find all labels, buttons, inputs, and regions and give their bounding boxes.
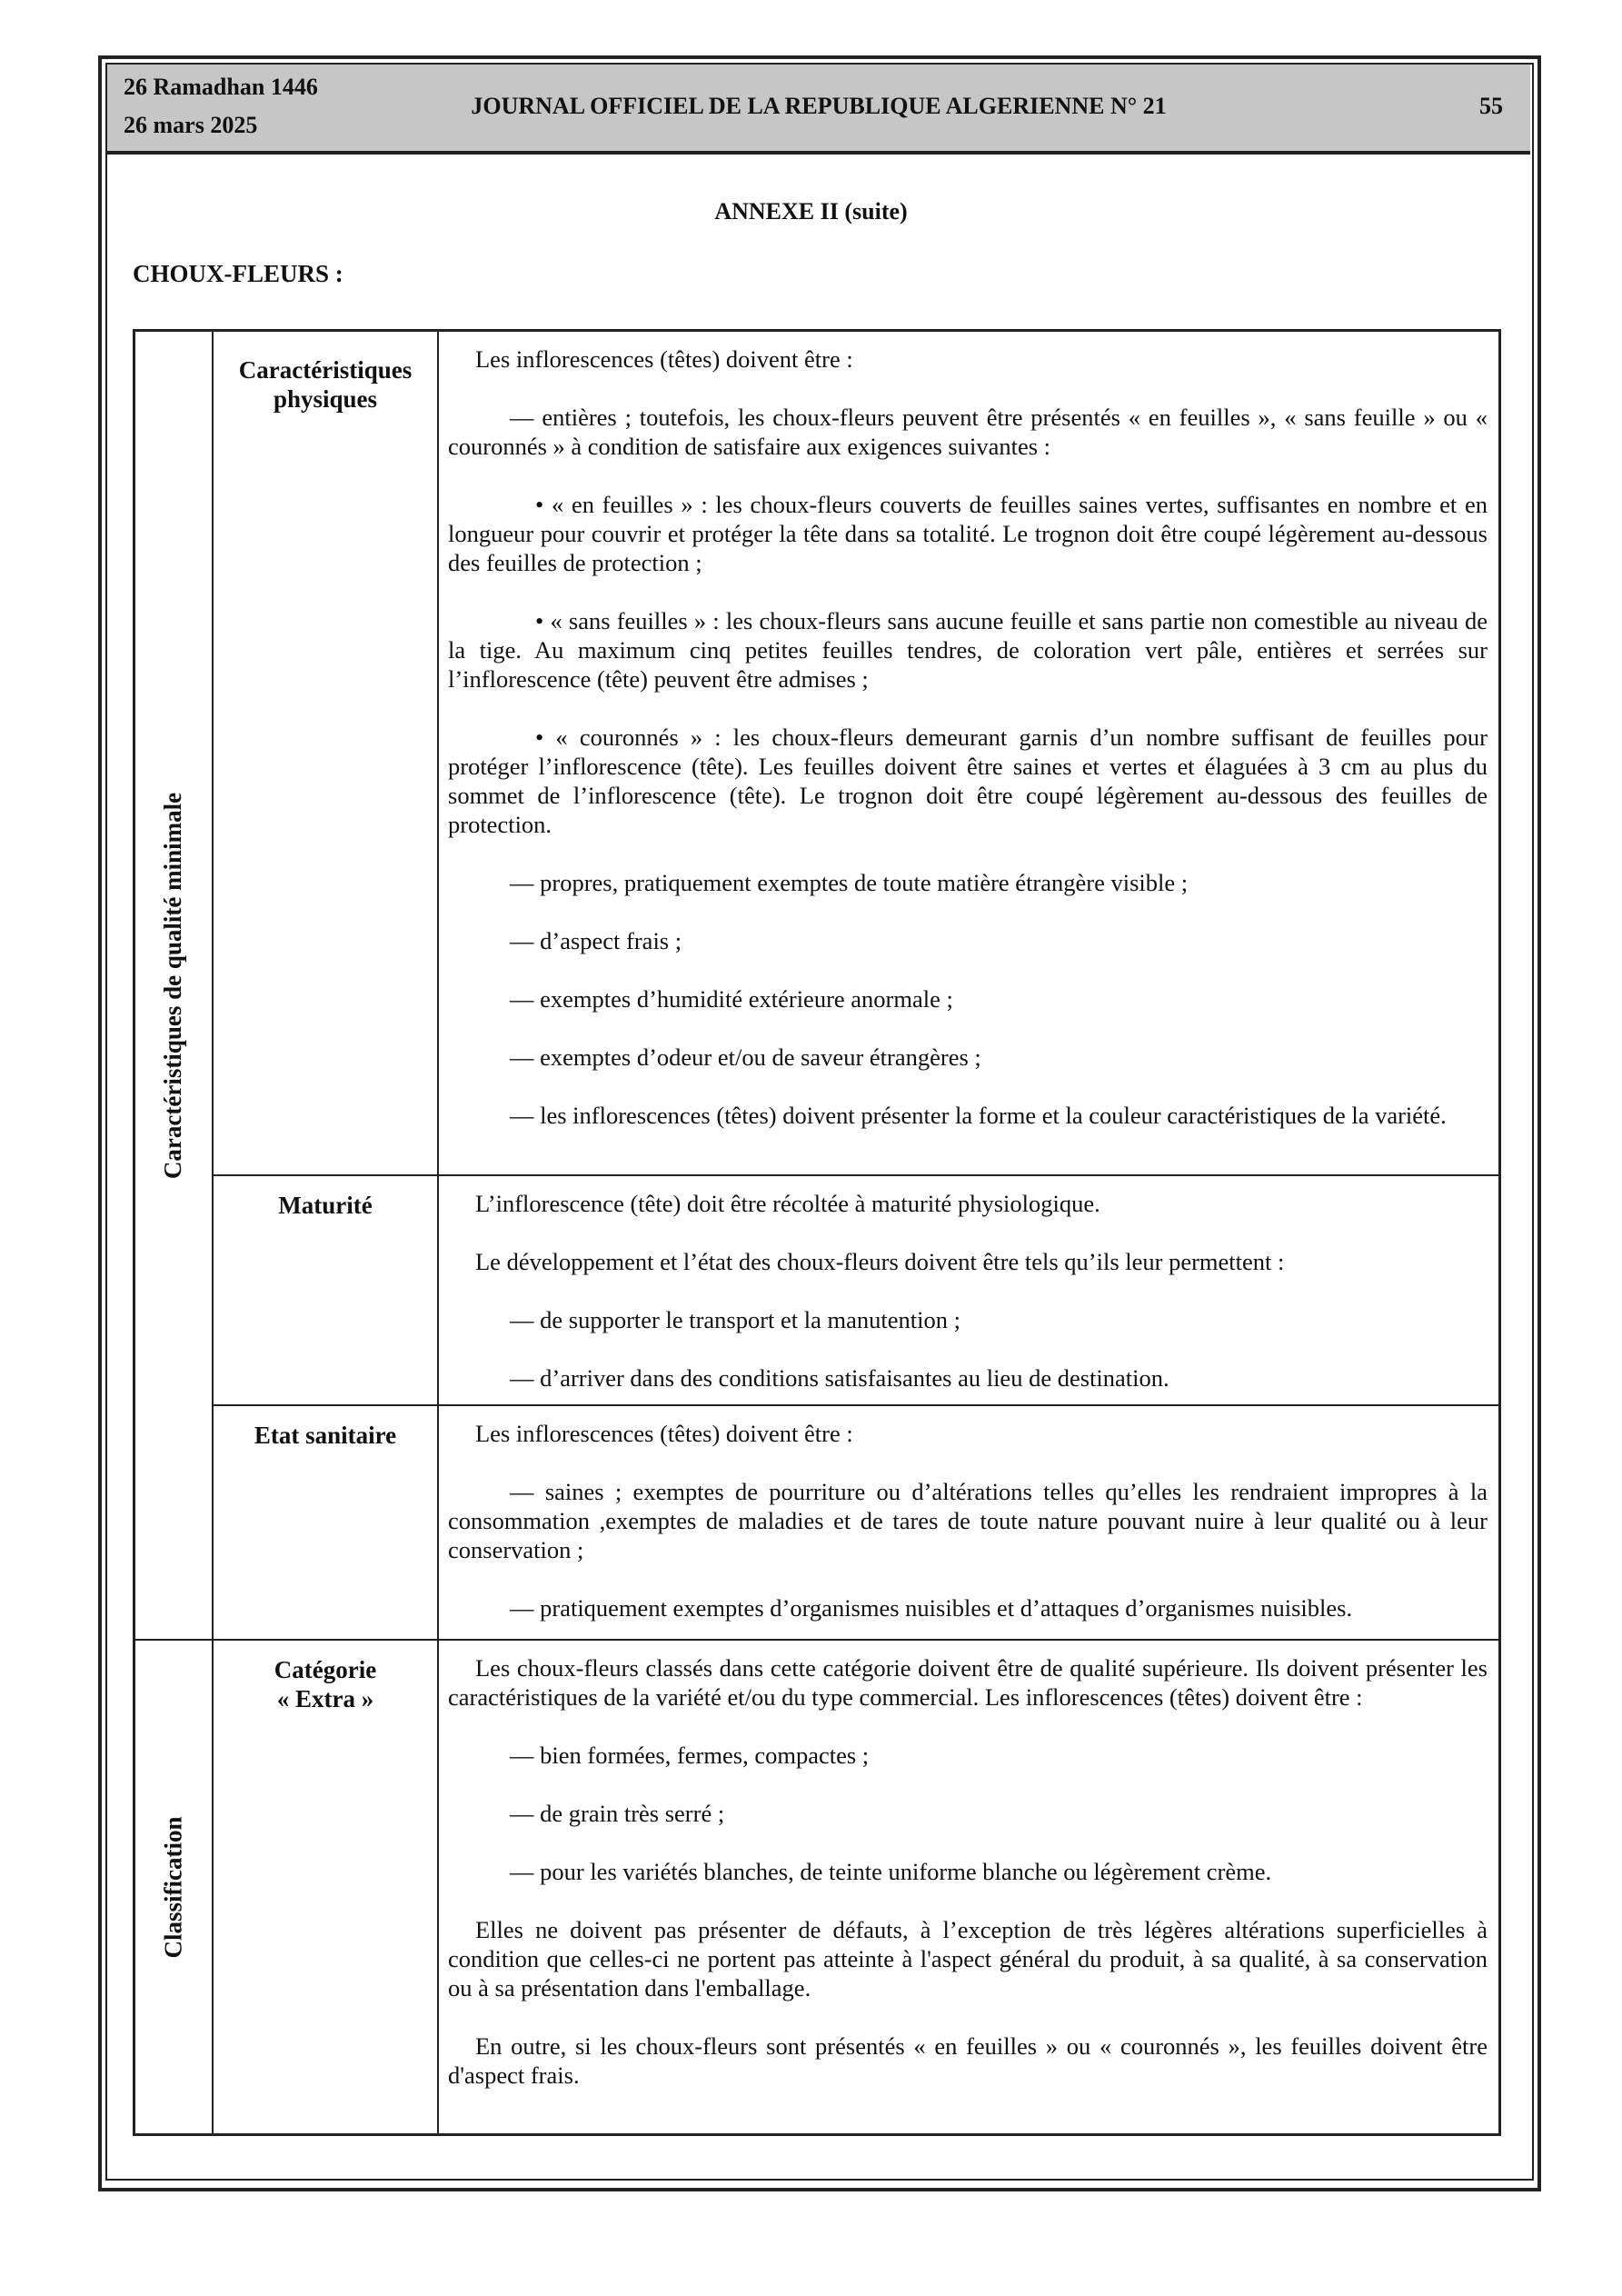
paragraph: — saines ; exemptes de pourriture ou d’altérations telles qu’elles les rendraient impropres à la consommation ,exemptes de maladies et de tares de toute nature pouvant nuire à leur qualité ou à leur conservation ; — [448, 1478, 1488, 1563]
paragraph: — de grain très serré ; — [510, 1800, 725, 1827]
criterion-label-line: Maturité — [278, 1192, 373, 1219]
gregorian-date: 26 mars 2025 — [124, 112, 258, 138]
paragraph: — d’aspect frais ; — [510, 927, 682, 954]
hijri-date: 26 Ramadhan 1446 — [124, 74, 318, 100]
paragraph: — de supporter le transport et la manutention ; — [510, 1306, 961, 1333]
page-number: 55 — [1479, 93, 1503, 119]
paragraph: — entières ; toutefois, les choux-fleurs peuvent être présentés « en feuilles », « sans feuille » ou « couronnés » à condition de satisfaire aux exigences suivantes : — [448, 404, 1488, 460]
paragraph: Les inflorescences (têtes) doivent être : — [475, 1420, 853, 1447]
criterion-label — [214, 332, 439, 1176]
group-label — [135, 332, 214, 1641]
section-title: CHOUX-FLEURS : — [133, 260, 343, 287]
criterion-content — [439, 1176, 1498, 1406]
criterion-label-line: Etat sanitaire — [254, 1422, 397, 1449]
paragraph: • « en feuilles » : les choux-fleurs couverts de feuilles saines vertes, suffisantes en nombre et en longueur pour couvrir et protéger la tête dans sa totalité. Le trognon doit être coupé légèrement au-dessous des feuilles de protection ; — [448, 491, 1488, 576]
paragraph: Elles ne doivent pas présenter de défauts, à l’exception de très légères altérations superficielles à condition que celles-ci ne portent pas atteinte à l'aspect général du produit, à sa qualité, à sa conservation ou à sa présentation dans l'emballage. — [448, 1916, 1488, 2002]
paragraph: — propres, pratiquement exemptes de toute matière étrangère visible ; — [510, 869, 1189, 896]
criterion-label-line: physiques — [273, 385, 378, 413]
criterion-content — [439, 332, 1498, 1176]
specification-table — [133, 329, 1501, 2136]
criterion-content — [439, 1641, 1498, 2133]
paragraph: L’inflorescence (tête) doit être récoltée à maturité physiologique. — [475, 1190, 1100, 1217]
criterion-content — [439, 1406, 1498, 1641]
paragraph: — exemptes d’humidité extérieure anormale ; — [510, 985, 953, 1013]
paragraph: — pour les variétés blanches, de teinte uniforme blanche ou légèrement crème. — [510, 1858, 1272, 1885]
criterion-label — [214, 1406, 439, 1641]
paragraph: Les choux-fleurs classés dans cette catégorie doivent être de qualité supérieure. Ils doivent présenter les caractéristiques de la variété et/ou du type commercial. Les inflorescences (têtes) doivent être : — [448, 1654, 1488, 1711]
paragraph: • « sans feuilles » : les choux-fleurs sans aucune feuille et sans partie non comestible au niveau de la tige. Au maximum cinq petites feuilles tendres, de coloration vert pâle, entières et serrées sur l’inflorescence (tête) peuvent être admises ; — [448, 607, 1488, 693]
paragraph: • « couronnés » : les choux-fleurs demeurant garnis d’un nombre suffisant de feuilles pour protéger l’inflorescence (tête). Les feuilles doivent être saines et vertes et élaguées à 3 cm au plus du sommet de l’inflorescence (tête). Le trognon doit être coupé légèrement au-dessous des feuilles de protection. — [448, 724, 1488, 838]
page-header — [107, 65, 1530, 155]
paragraph: Les inflorescences (têtes) doivent être : — [475, 345, 853, 373]
criterion-label-line: Caractéristiques — [238, 356, 413, 384]
paragraph: En outre, si les choux-fleurs sont présentés « en feuilles » ou « couronnés », les feuilles doivent être d'aspect frais. — [448, 2032, 1488, 2089]
paragraph: Le développement et l’état des choux-fleurs doivent être tels qu’ils leur permettent : — [475, 1248, 1285, 1275]
paragraph: — les inflorescences (têtes) doivent présenter la forme et la couleur caractéristiques de la variété. — [510, 1102, 1447, 1129]
group-label-text: Classification — [159, 1815, 187, 1959]
group-label-text: Caractéristiques de qualité minimale — [159, 792, 187, 1179]
annex-title: ANNEXE II (suite) — [714, 198, 908, 225]
paragraph: — exemptes d’odeur et/ou de saveur étrangères ; — [510, 1043, 981, 1071]
group-label — [135, 1641, 214, 2133]
criterion-label-line: Catégorie — [274, 1656, 377, 1683]
paragraph: — pratiquement exemptes d’organismes nuisibles et d’attaques d’organismes nuisibles. — [510, 1594, 1353, 1622]
paragraph: — d’arriver dans des conditions satisfaisantes au lieu de destination. — [510, 1364, 1169, 1392]
criterion-label — [214, 1176, 439, 1406]
criterion-label-line: « Extra » — [276, 1685, 374, 1712]
journal-title: JOURNAL OFFICIEL DE LA REPUBLIQUE ALGERIENNE N° 21 — [471, 93, 1167, 119]
criterion-label — [214, 1641, 439, 2133]
paragraph: — bien formées, fermes, compactes ; — [510, 1742, 870, 1769]
